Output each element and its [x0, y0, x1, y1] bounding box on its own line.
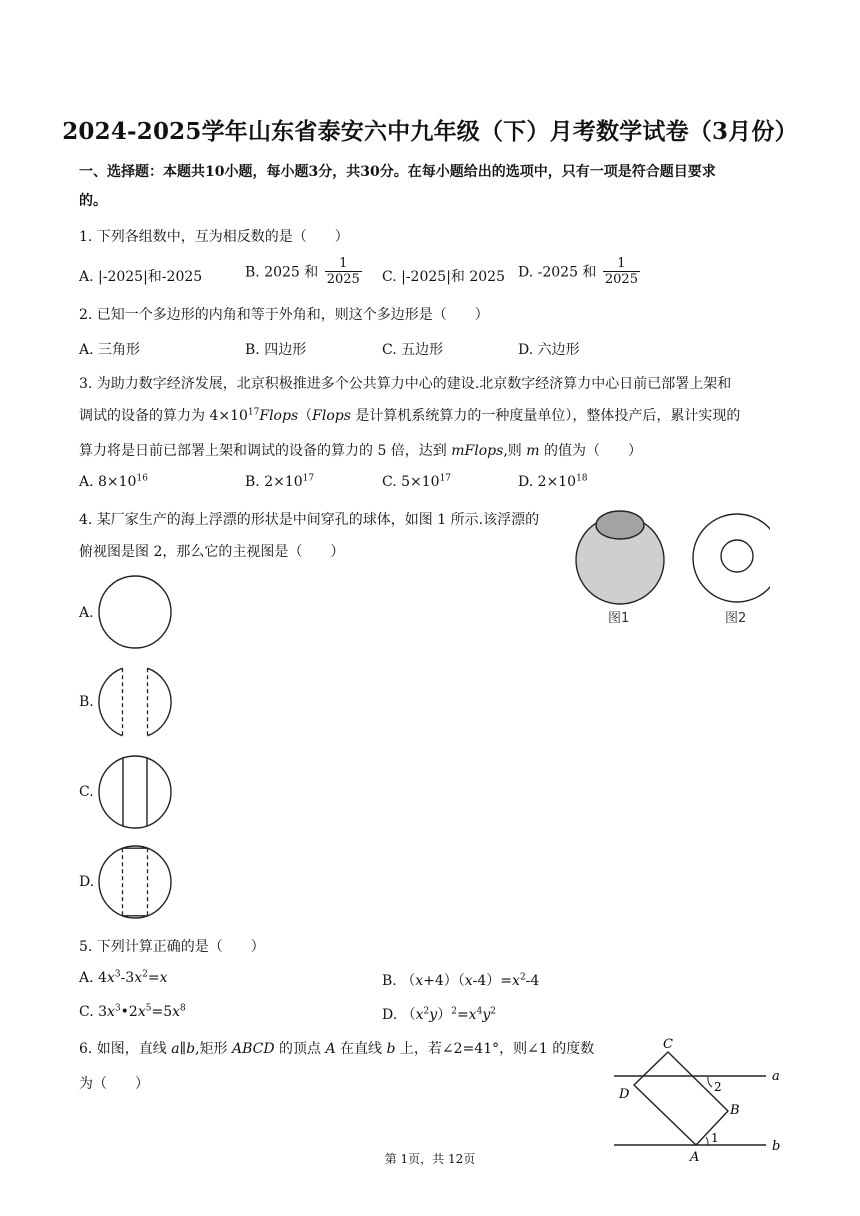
variable: y — [429, 1007, 438, 1023]
figure-2-label: 图2 — [725, 611, 747, 626]
q6-text: 在直线 — [335, 1041, 387, 1057]
exponent: 2 — [451, 1006, 457, 1017]
q5-text: B. （ — [382, 973, 416, 989]
q2-option-b: B. 四边形 — [245, 342, 307, 358]
exponent: 3 — [114, 969, 121, 980]
variable: A — [325, 1041, 336, 1057]
q4-option-a-figure — [95, 572, 175, 652]
fraction — [603, 256, 640, 287]
q1-option-d-text: D. -2025 和 — [518, 264, 597, 281]
exponent: 2 — [519, 972, 526, 983]
q4-option-c-label: C. — [79, 784, 94, 800]
q3-text: 调试的设备的算力为 4×10 — [79, 408, 248, 424]
section-instructions: 一、选择题：本题共10小题，每小题3分，共30分。在每小题给出的选项中，只有一项是符合题目要求 — [79, 164, 716, 180]
q2-option-d: D. 六边形 — [518, 342, 580, 358]
q1-option-b — [245, 256, 362, 287]
q1-option-b-text: B. 2025 和 — [245, 264, 319, 281]
q3-option-a — [79, 474, 148, 490]
q4-line2: 俯视图是图 2，那么它的主视图是（ ） — [79, 544, 345, 560]
q3-variable: m — [526, 443, 540, 459]
q2-option-c: C. 五边形 — [382, 342, 444, 358]
exponent: 2 — [490, 1006, 496, 1017]
q5-text: -4 — [525, 973, 540, 989]
q5-text: = — [456, 1007, 469, 1023]
q6-text: 6. 如图，直线 — [79, 1041, 172, 1057]
exponent: 17 — [247, 407, 260, 418]
label-c: C — [663, 1037, 673, 1052]
q5-text: ） — [437, 1007, 452, 1023]
fraction-numerator: 1 — [325, 256, 362, 272]
variable: x — [137, 1004, 146, 1020]
q6-line1 — [79, 1038, 594, 1058]
exponent: 4 — [476, 1006, 483, 1017]
q4-option-d-figure — [95, 842, 175, 922]
fraction-numerator: 1 — [603, 256, 640, 272]
q5-text: -3 — [120, 970, 135, 986]
q5-option-a — [79, 970, 167, 986]
fraction — [325, 256, 362, 287]
variable: x — [106, 970, 115, 986]
q5-option-d — [382, 1004, 496, 1024]
variable: x — [134, 970, 143, 986]
q3-unit: mFlops — [451, 443, 504, 459]
page-title: 2024-2025学年山东省泰安六中九年级（下）月考数学试卷（3月份） — [62, 118, 798, 145]
q5-text: C. 3 — [79, 1004, 108, 1020]
figure-2-top-view — [693, 514, 770, 602]
fraction-denominator: 2025 — [604, 272, 638, 287]
label-line-a: a — [772, 1069, 780, 1084]
option-base: D. 2×10 — [518, 474, 577, 490]
q5-stem: 5. 下列计算正确的是（ ） — [79, 939, 265, 955]
variable: b — [386, 1041, 396, 1057]
q3-text: 是计算机系统算力的一种度量单位），整体投产后，累计实现的 — [350, 408, 741, 424]
option-base: C. 5×10 — [382, 474, 440, 490]
exponent: 8 — [180, 1003, 186, 1014]
label-d: D — [619, 1087, 630, 1102]
q3-option-b — [245, 474, 314, 490]
variable: x — [468, 1007, 477, 1023]
q5-text: =5 — [151, 1004, 173, 1020]
q4-option-b-figure — [95, 662, 175, 742]
q3-line2 — [79, 405, 740, 425]
variable: x — [464, 973, 473, 989]
exponent: 2 — [142, 969, 148, 980]
q6-text: ,矩形 — [195, 1041, 232, 1057]
exponent: 16 — [136, 473, 148, 484]
q3-text: （ — [298, 408, 313, 424]
variable: b — [186, 1041, 196, 1057]
label-angle-1: 1 — [711, 1131, 719, 1145]
q6-text: 上，若∠2=41°，则∠1 的度数 — [395, 1041, 595, 1057]
q3-unit: Flops — [259, 408, 299, 424]
exponent: 3 — [114, 1003, 121, 1014]
q5-option-c — [79, 1004, 186, 1020]
variable: a — [171, 1041, 180, 1057]
q3-option-d — [518, 474, 588, 490]
section-instructions-cont: 的。 — [79, 193, 107, 209]
q3-option-c — [382, 474, 451, 490]
fraction-denominator: 2025 — [326, 272, 360, 287]
q5-text: •2 — [120, 1004, 138, 1020]
option-base: A. 8×10 — [79, 474, 137, 490]
variable: ABCD — [231, 1041, 275, 1057]
q6-figure — [608, 1034, 788, 1164]
label-a: A — [690, 1150, 700, 1164]
q4-line1: 4. 某厂家生产的海上浮漂的形状是中间穿孔的球体，如图 1 所示.该浮漂的 — [79, 512, 540, 528]
label-b: B — [730, 1103, 740, 1118]
label-line-b: b — [772, 1139, 781, 1154]
q3-line3 — [79, 440, 642, 460]
variable: x — [172, 1004, 181, 1020]
exponent: 17 — [302, 473, 315, 484]
variable: x — [159, 970, 168, 986]
option-base: B. 2×10 — [245, 474, 303, 490]
q3-text: ,则 — [503, 443, 527, 459]
q6-text: ∥ — [179, 1041, 187, 1057]
figure-1-sphere-with-hole — [576, 511, 664, 604]
q5-text: -4）= — [472, 973, 513, 989]
q5-text: = — [147, 970, 160, 986]
q2-option-a: A. 三角形 — [79, 342, 141, 358]
q6-text: 的顶点 — [274, 1041, 326, 1057]
q6-line2: 为（ ） — [79, 1076, 149, 1092]
q1-option-d — [518, 256, 640, 287]
variable: y — [482, 1007, 491, 1023]
q3-line1: 3. 为助力数字经济发展，北京积极推进多个公共算力中心的建设.北京数字经济算力中心日前已部署上架和 — [79, 376, 732, 392]
q1-option-a: A. |-2025|和-2025 — [79, 269, 203, 285]
label-angle-2: 2 — [714, 1080, 722, 1094]
q5-text: D. （ — [382, 1007, 416, 1023]
q3-unit: Flops — [312, 408, 351, 424]
q2-stem: 2. 已知一个多边形的内角和等于外角和，则这个多边形是（ ） — [79, 307, 489, 323]
exponent: 18 — [576, 473, 588, 484]
q4-option-b-label: B. — [79, 694, 94, 710]
q4-figures — [570, 502, 770, 632]
page-footer: 第 1页，共 12页 — [384, 1152, 476, 1166]
q5-text: +4）（ — [423, 973, 465, 989]
exponent: 5 — [145, 1003, 152, 1014]
q5-text: A. 4 — [79, 970, 107, 986]
variable: x — [415, 1007, 424, 1023]
exponent: 17 — [439, 473, 452, 484]
q3-text: 算力将是日前已部署上架和调试的设备的算力的 5 倍，达到 — [79, 443, 452, 459]
q4-option-d-label: D. — [79, 874, 95, 890]
variable: x — [415, 973, 424, 989]
q4-option-c-figure — [95, 752, 175, 832]
variable: x — [107, 1004, 115, 1020]
variable: x — [512, 973, 520, 989]
q1-option-c: C. |-2025|和 2025 — [382, 269, 505, 285]
exponent: 2 — [423, 1006, 430, 1017]
q5-option-b — [382, 970, 539, 990]
q4-option-a-label: A. — [79, 605, 94, 621]
q3-text: 的值为（ ） — [539, 443, 642, 459]
figure-1-label: 图1 — [608, 611, 630, 626]
q1-stem: 1. 下列各组数中，互为相反数的是（ ） — [79, 229, 349, 245]
